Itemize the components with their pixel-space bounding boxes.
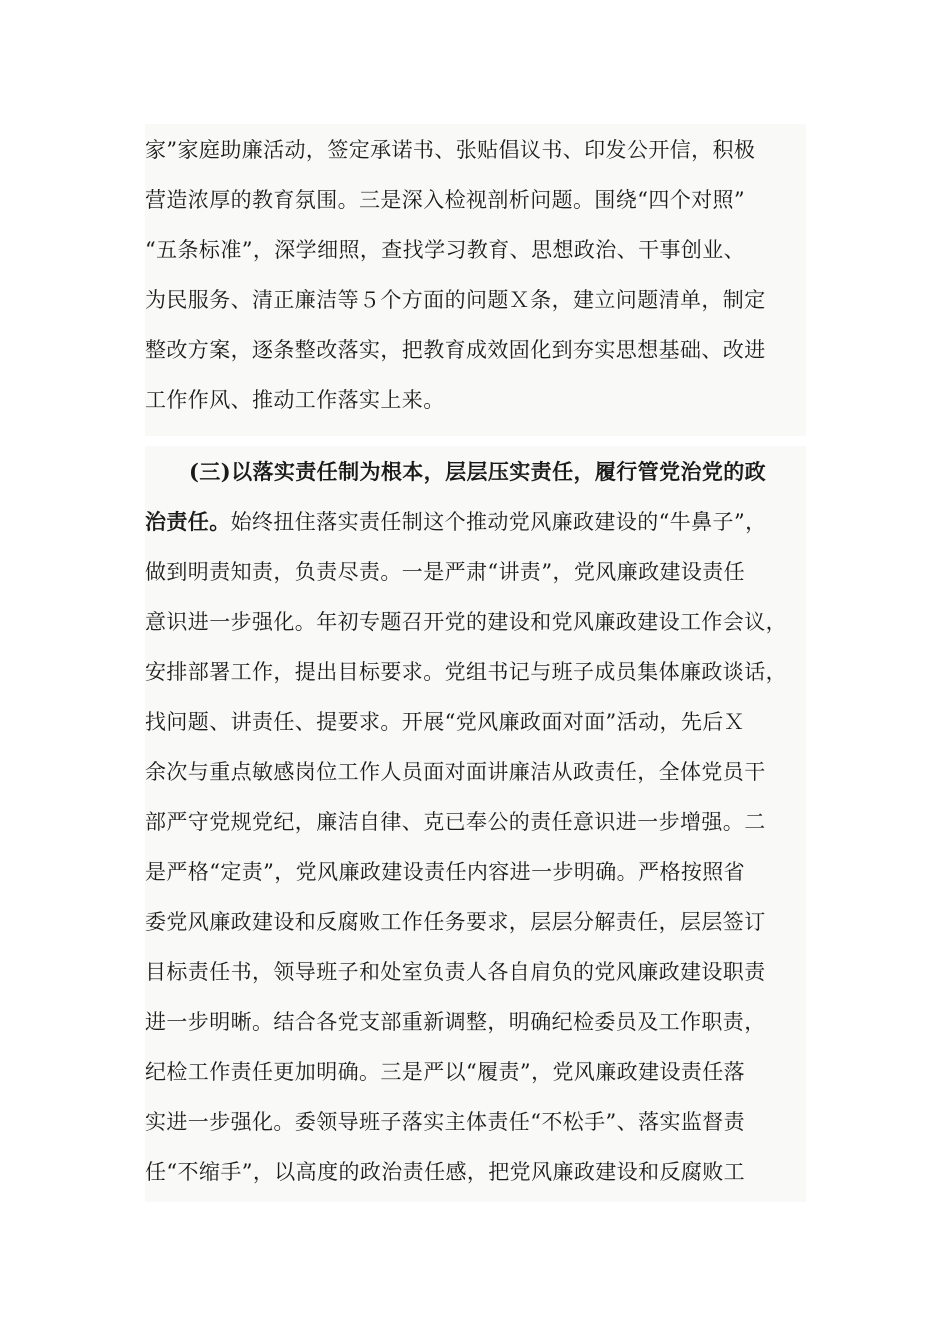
text-line: “五条标准”，深学细照，查找学习教育、思想政治、干事创业、 — [145, 238, 746, 262]
text-line: 营造浓厚的教育氛围。三是深入检视剖析问题。围绕“四个对照” — [145, 188, 746, 212]
text-line: 任“不缩手”，以高度的政治责任感，把党风廉政建设和反腐败工 — [145, 1160, 746, 1184]
paragraph-continuation — [145, 124, 806, 436]
body-text: 始终扭住落实责任制这个推动党风廉政建设的“牛鼻子”， — [230, 510, 767, 534]
text-line: 是严格“定责”，党风廉政建设责任内容进一步明确。严格按照省 — [145, 860, 746, 884]
section-three-paragraph — [145, 446, 806, 1202]
text-line: 余次与重点敏感岗位工作人员面对面讲廉洁从政责任，全体党员干 — [145, 760, 766, 784]
text-line: 目标责任书，领导班子和处室负责人各自肩负的党风廉政建设职责 — [145, 960, 766, 984]
text-line: 纪检工作责任更加明确。三是严以“履责”，党风廉政建设责任落 — [145, 1060, 746, 1084]
text-line: 为民服务、清正廉洁等５个方面的问题Ｘ条，建立问题清单，制定 — [145, 288, 766, 312]
text-line: 安排部署工作，提出目标要求。党组书记与班子成员集体廉政谈话， — [145, 660, 787, 684]
text-line: 意识进一步强化。年初专题召开党的建设和党风廉政建设工作会议， — [145, 610, 787, 634]
text-line: 做到明责知责，负责尽责。一是严肃“讲责”，党风廉政建设责任 — [145, 560, 746, 584]
text-line: 部严守党规党纪，廉洁自律、克已奉公的责任意识进一步增强。二 — [145, 810, 766, 834]
text-line: 家”家庭助廉活动，签定承诺书、张贴倡议书、印发公开信，积极 — [145, 138, 756, 162]
text-line: 工作作风、推动工作落实上来。 — [145, 388, 445, 412]
text-line: 委党风廉政建设和反腐败工作任务要求，层层分解责任，层层签订 — [145, 910, 766, 934]
text-line: 进一步明晰。结合各党支部重新调整，明确纪检委员及工作职责， — [145, 1010, 766, 1034]
text-line: 找问题、讲责任、提要求。开展“党风廉政面对面”活动，先后Ｘ — [145, 710, 746, 734]
section-heading-end: 治责任。 — [145, 509, 231, 534]
section-heading: (三)以落实责任制为根本，层层压实责任，履行管党治党的政 — [189, 459, 767, 484]
text-line: 整改方案，逐条整改落实，把教育成效固化到夯实思想基础、改进 — [145, 338, 766, 362]
heading-continuation-line — [145, 496, 766, 548]
text-line: 实进一步强化。委领导班子落实主体责任“不松手”、落实监督责 — [145, 1110, 746, 1134]
